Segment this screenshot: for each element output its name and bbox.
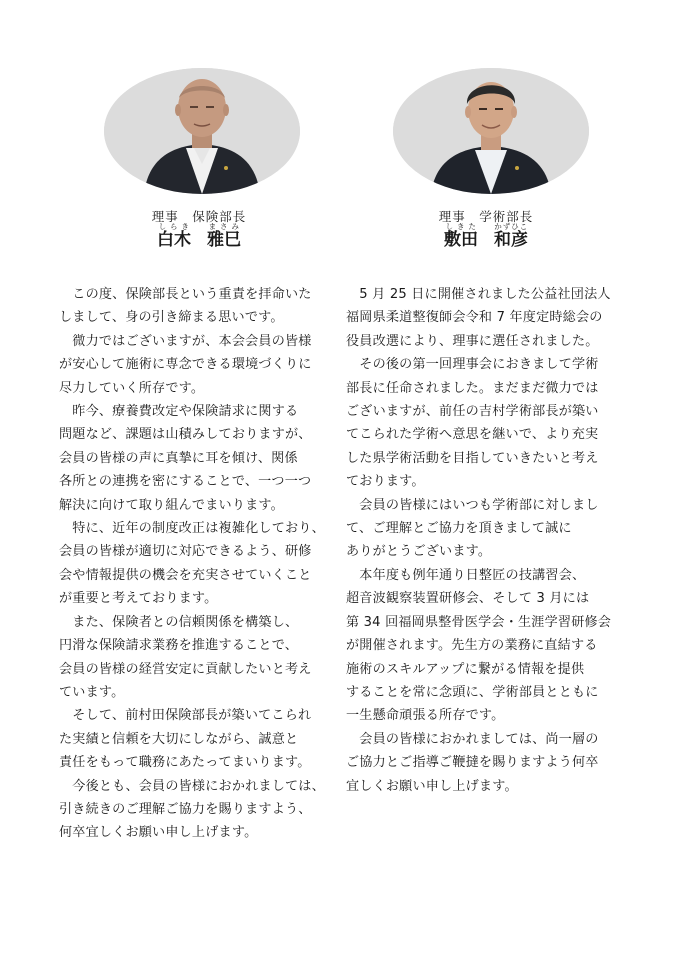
text-line: 微力ではございますが、本会会員の皆様 [59, 333, 312, 349]
portrait-photo-left [104, 68, 300, 194]
surname-left: 白木しらき [157, 222, 191, 250]
text-line: 宜しくお願い申し上げます。 [346, 778, 518, 794]
given-name-right: 和彦かずひこ [494, 222, 528, 250]
text-line: 何卒宜しくお願い申し上げます。 [59, 825, 258, 841]
text-line: 本年度も例年通り日整匠の技講習会、 [346, 567, 586, 583]
text-line: 超音波観察装置研修会、そして 3 月には [346, 591, 590, 607]
text-line: た実績と信頼を大切にしながら、誠意と [59, 731, 299, 747]
text-line: 会員の皆様の声に真摯に耳を傾け、関係 [59, 450, 298, 466]
text-line: ご協力とご指導ご鞭撻を賜りますよう何卒 [346, 755, 599, 771]
text-line: 5 月 25 日に開催されました公益社団法人 [346, 287, 611, 302]
text-line: 円滑な保険請求業務を推進することで、 [59, 638, 299, 654]
text-line: 責任をもって職務にあたってまいります。 [59, 755, 311, 771]
text-line: 会員の皆様におかれましては、尚一層の [346, 731, 599, 747]
text-line: 問題など、課題は山積みしておりますが、 [59, 427, 312, 443]
text-line: この度、保険部長という重責を拝命いた [59, 287, 312, 302]
text-line: 昨今、療養費改定や保険請求に関する [59, 404, 299, 420]
text-line: その後の第一回理事会におきまして学術 [346, 357, 599, 373]
portrait-photo-right [393, 68, 589, 194]
text-line: 福岡県柔道整復師会令和 7 年度定時総会の [346, 310, 603, 326]
role-title-right: 理事 学術部長 [438, 209, 534, 224]
text-line: が重要と考えております。 [59, 591, 218, 607]
text-line: 一生懸命頑張る所存です。 [346, 708, 505, 724]
given-name-left: 雅巳まさみ [207, 222, 241, 250]
greeting-text-right [346, 283, 626, 798]
person-name-left [59, 222, 339, 250]
text-line: 会や情報提供の機会を充実させていくこと [59, 567, 312, 583]
text-line: 尽力していく所存です。 [59, 380, 205, 396]
text-line: 第 34 回福岡県整骨医学会・生涯学習研修会 [346, 614, 612, 630]
text-line: が開催されます。先生方の業務に直結する [346, 638, 598, 654]
text-line: ございますが、前任の吉村学術部長が築い [346, 404, 599, 420]
greeting-text-left [59, 283, 339, 845]
text-line: することを常に念頭に、学術部員とともに [346, 684, 599, 700]
text-line: 解決に向けて取り組んでまいります。 [59, 497, 284, 513]
text-line: また、保険者との信頼関係を構築し、 [59, 614, 299, 630]
text-line: した県学術活動を目指していきたいと考え [346, 450, 599, 466]
text-line: 特に、近年の制度改正は複雑化しており、 [59, 521, 325, 537]
portrait-right-image [393, 68, 589, 194]
text-line: が安心して施術に専念できる環境づくりに [59, 357, 312, 373]
text-line: 会員の皆様にはいつも学術部に対しまし [346, 497, 599, 513]
portrait-left-image [104, 68, 300, 194]
text-line: 引き続きのご理解ご協力を賜りますよう、 [59, 801, 312, 817]
text-line: しまして、身の引き締まる思いです。 [59, 310, 284, 326]
text-line: ております。 [346, 474, 425, 490]
text-line: 役員改選により、理事に選任されました。 [346, 333, 599, 349]
text-line: 今後とも、会員の皆様におかれましては、 [59, 778, 325, 794]
text-line: て、ご理解とご協力を頂きまして誠に [346, 521, 572, 537]
text-line: 会員の皆様が適切に対応できるよう、研修 [59, 544, 312, 560]
text-line: そして、前村田保険部長が築いてこられ [59, 708, 312, 724]
text-line: ありがとうございます。 [346, 544, 492, 560]
text-line: 各所との連携を密にすることで、一つ一つ [59, 474, 312, 490]
surname-right: 敷田しきた [444, 222, 478, 250]
text-line: ています。 [59, 684, 125, 700]
text-line: 部長に任命されました。まだまだ微力では [346, 380, 599, 396]
role-title-left: 理事 保険部長 [151, 209, 247, 224]
text-line: 施術のスキルアップに繋がる情報を提供 [346, 661, 585, 677]
text-line: 会員の皆様の経営安定に貢献したいと考え [59, 661, 312, 677]
person-name-right [346, 222, 626, 250]
text-line: てこられた学術へ意思を継いで、より充実 [346, 427, 599, 443]
